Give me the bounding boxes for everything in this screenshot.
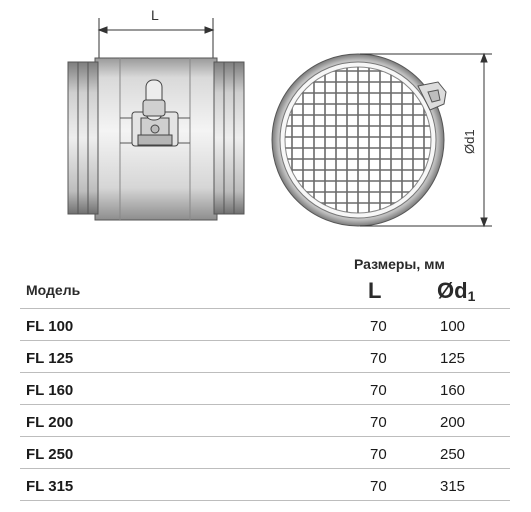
length-column-header: L xyxy=(368,278,382,303)
row-length: 70 xyxy=(370,350,387,367)
row-diameter: 100 xyxy=(440,318,466,335)
row-model: FL 200 xyxy=(26,414,74,431)
table-row xyxy=(20,437,510,469)
dimensions-table xyxy=(20,308,510,501)
row-diameter: 200 xyxy=(440,414,466,431)
row-length: 70 xyxy=(370,478,387,495)
row-model: FL 160 xyxy=(26,382,74,399)
row-model: FL 315 xyxy=(26,478,74,495)
row-length: 70 xyxy=(370,318,387,335)
table-row xyxy=(20,373,510,405)
row-length: 70 xyxy=(370,382,387,399)
dimensions-units-header: Размеры, мм xyxy=(354,256,445,272)
table-row xyxy=(20,405,510,437)
dimension-diameter-label: Ød1 xyxy=(462,129,477,154)
row-diameter: 250 xyxy=(440,446,466,463)
row-length: 70 xyxy=(370,446,387,463)
diameter-symbol: Ød xyxy=(437,278,468,303)
table-row xyxy=(20,469,510,501)
row-length: 70 xyxy=(370,414,387,431)
row-diameter: 160 xyxy=(440,382,466,399)
model-column-header: Модель xyxy=(26,282,81,298)
dimension-l xyxy=(99,18,213,62)
row-diameter: 315 xyxy=(440,478,466,495)
row-model: FL 250 xyxy=(26,446,74,463)
row-model: FL 100 xyxy=(26,318,74,335)
dimension-l-label: L xyxy=(151,7,159,23)
damper-front-view xyxy=(272,54,446,226)
table-row xyxy=(20,308,510,341)
product-technical-drawing xyxy=(0,0,531,250)
diameter-column-header xyxy=(437,278,475,304)
row-diameter: 125 xyxy=(440,350,466,367)
row-model: FL 125 xyxy=(26,350,74,367)
table-row xyxy=(20,341,510,373)
diameter-subscript: 1 xyxy=(467,288,476,304)
